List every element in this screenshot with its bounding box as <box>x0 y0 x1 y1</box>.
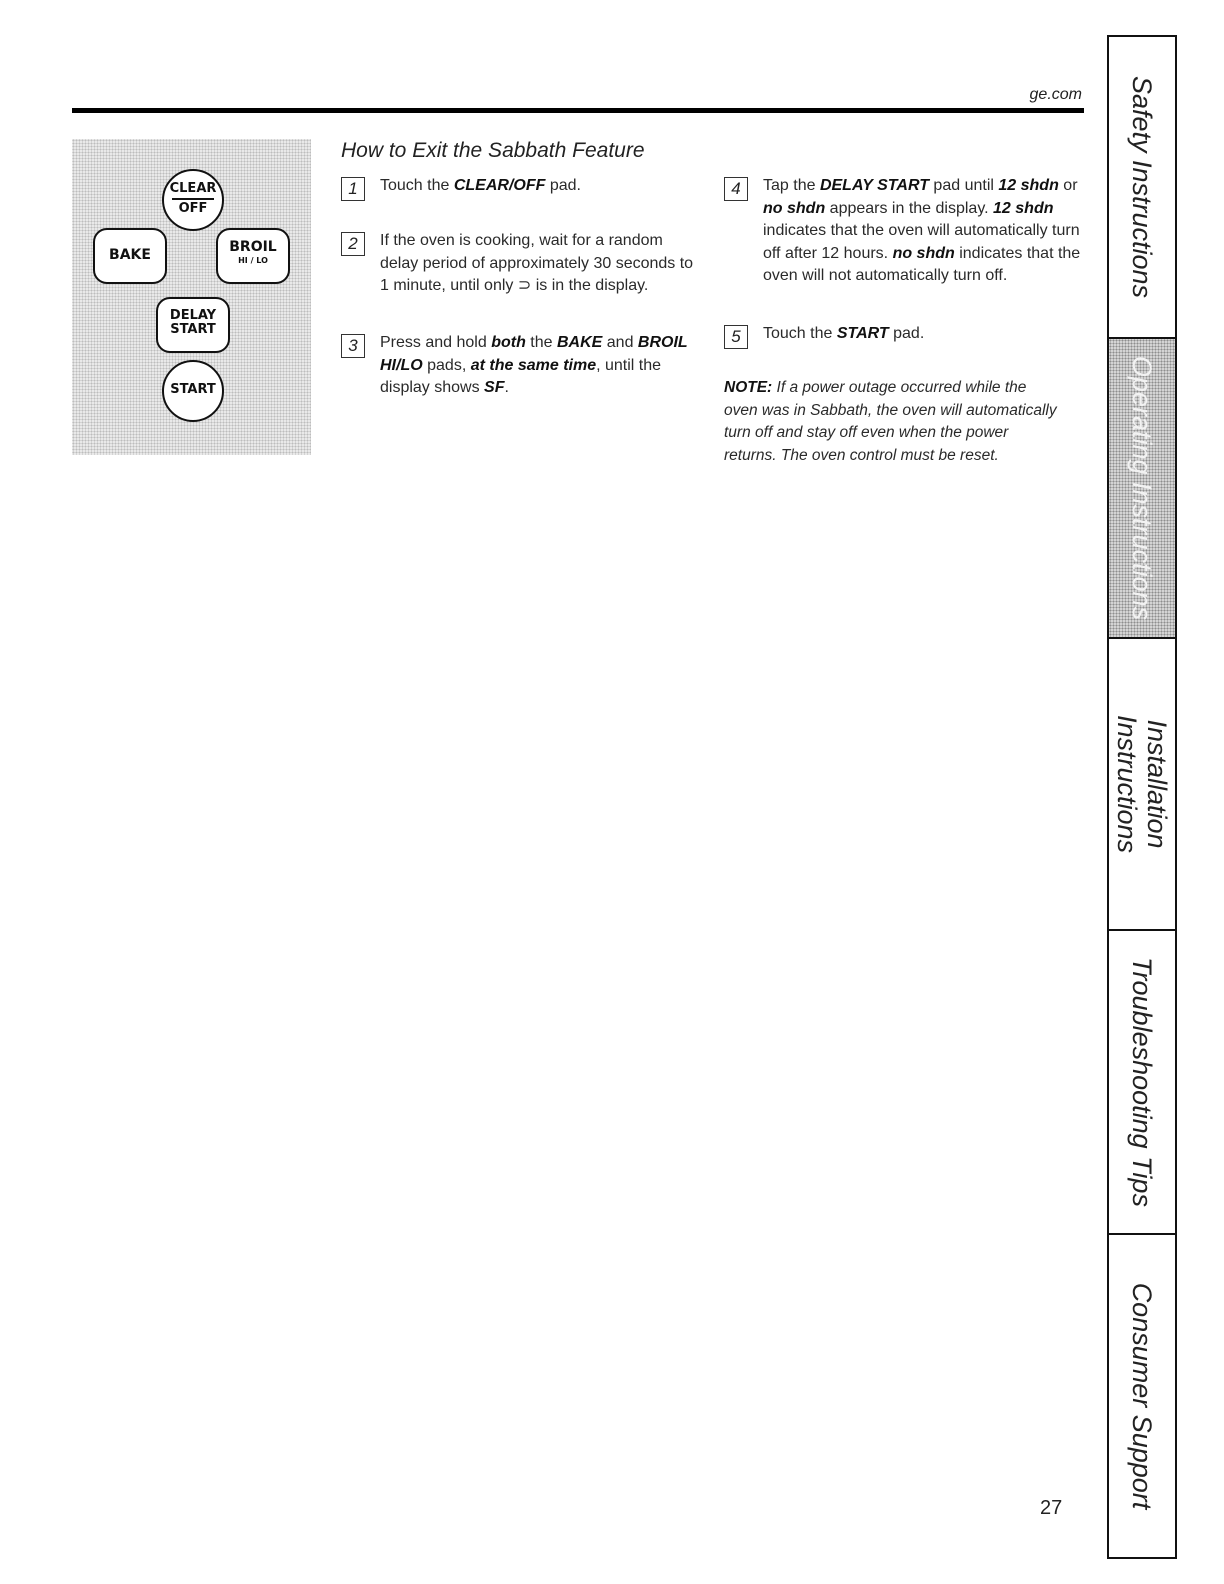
tab-safety-instructions[interactable] <box>1109 37 1175 339</box>
keyword: SF <box>484 379 505 396</box>
step-text: If the oven is cooking, wait for a random delay period of approximately 30 seconds to 1 minute, until only ⊃ is in the display. <box>380 232 694 294</box>
note-label: NOTE: <box>724 379 773 396</box>
step-5 <box>724 323 1084 346</box>
delay-start-label: START <box>170 322 216 338</box>
step-number: 3 <box>341 334 365 358</box>
step-text <box>763 175 1084 288</box>
step-1 <box>341 175 701 198</box>
tab-label: Safety Instructions <box>1127 75 1157 299</box>
step-4 <box>724 175 1084 288</box>
keyword: BROIL HI/LO <box>380 334 688 374</box>
tab-label: Consumer Support <box>1127 1282 1157 1510</box>
keyword: no shdn <box>892 244 955 262</box>
tab-operating-instructions[interactable] <box>1109 339 1175 639</box>
control-panel-illustration <box>72 139 311 455</box>
step-text <box>380 175 701 198</box>
note-text: If a power outage occurred while the oven was in Sabbath, the oven will automatically turn off and stay off even when the power returns. The oven control must be reset. <box>724 379 1057 464</box>
keyword: DELAY START <box>819 177 929 194</box>
keyword: no shdn <box>763 199 826 217</box>
broil-hi-lo-label: HI / LO <box>238 256 268 266</box>
step-number: 5 <box>724 325 748 349</box>
text: Press and hold <box>380 334 492 351</box>
keyword: both <box>491 334 526 351</box>
step-number: 2 <box>341 232 365 256</box>
step-number: 4 <box>724 177 748 201</box>
tab-consumer-support[interactable] <box>1109 1235 1175 1557</box>
broil-pad <box>216 228 290 284</box>
tab-label: Troubleshooting Tips <box>1127 957 1157 1207</box>
tab-troubleshooting-tips[interactable] <box>1109 931 1175 1235</box>
tab-installation-instructions[interactable] <box>1109 639 1175 931</box>
text: the <box>525 334 557 351</box>
bake-label: BAKE <box>109 247 151 263</box>
text: indicates that the oven will automatically turn off after 12 hours. <box>763 222 1080 262</box>
section-title: How to Exit the Sabbath Feature <box>341 139 645 162</box>
text: indicates that the oven will not automatically turn off. <box>763 244 1081 284</box>
off-label: OFF <box>178 201 208 217</box>
site-url: ge.com <box>1029 86 1082 103</box>
keyword: at the same time <box>470 356 597 374</box>
start-pad <box>162 360 224 422</box>
text: , until the display shows <box>380 356 662 396</box>
clear-off-divider <box>172 198 214 200</box>
keyword: START <box>836 325 889 342</box>
step-3 <box>341 332 701 400</box>
step-2 <box>341 230 701 298</box>
text: . <box>504 379 509 396</box>
page-number: 27 <box>1040 1497 1063 1519</box>
text: pads, <box>422 356 471 374</box>
text: pad. <box>545 177 581 194</box>
bake-pad <box>93 228 167 284</box>
text: appears in the display. <box>825 199 994 217</box>
delay-start-pad <box>156 297 230 353</box>
header-rule <box>72 108 1084 113</box>
text: Touch the <box>763 325 837 342</box>
keyword: 12 shdn <box>998 177 1059 194</box>
text: and <box>602 334 638 351</box>
broil-label: BROIL <box>229 239 277 255</box>
tab-label: Operating Instructions <box>1127 355 1157 621</box>
side-tabs <box>1107 35 1177 1559</box>
step-text <box>763 323 1084 346</box>
text: Tap the <box>763 177 820 194</box>
delay-label: DELAY <box>169 308 217 323</box>
text: or <box>1058 177 1078 194</box>
text: Touch the <box>380 177 454 194</box>
text: pad until <box>928 177 999 194</box>
tab-label: Installation Instructions <box>1112 714 1172 854</box>
start-label: START <box>170 382 216 397</box>
clear-off-pad <box>162 169 224 231</box>
step-number: 1 <box>341 177 365 201</box>
keyword: CLEAR/OFF <box>453 177 546 194</box>
keyword: BAKE <box>556 334 603 351</box>
clear-label: CLEAR <box>169 181 217 196</box>
step-text <box>380 332 701 400</box>
keyword: 12 shdn <box>993 199 1054 217</box>
text: pad. <box>888 325 925 342</box>
note <box>724 377 1064 467</box>
